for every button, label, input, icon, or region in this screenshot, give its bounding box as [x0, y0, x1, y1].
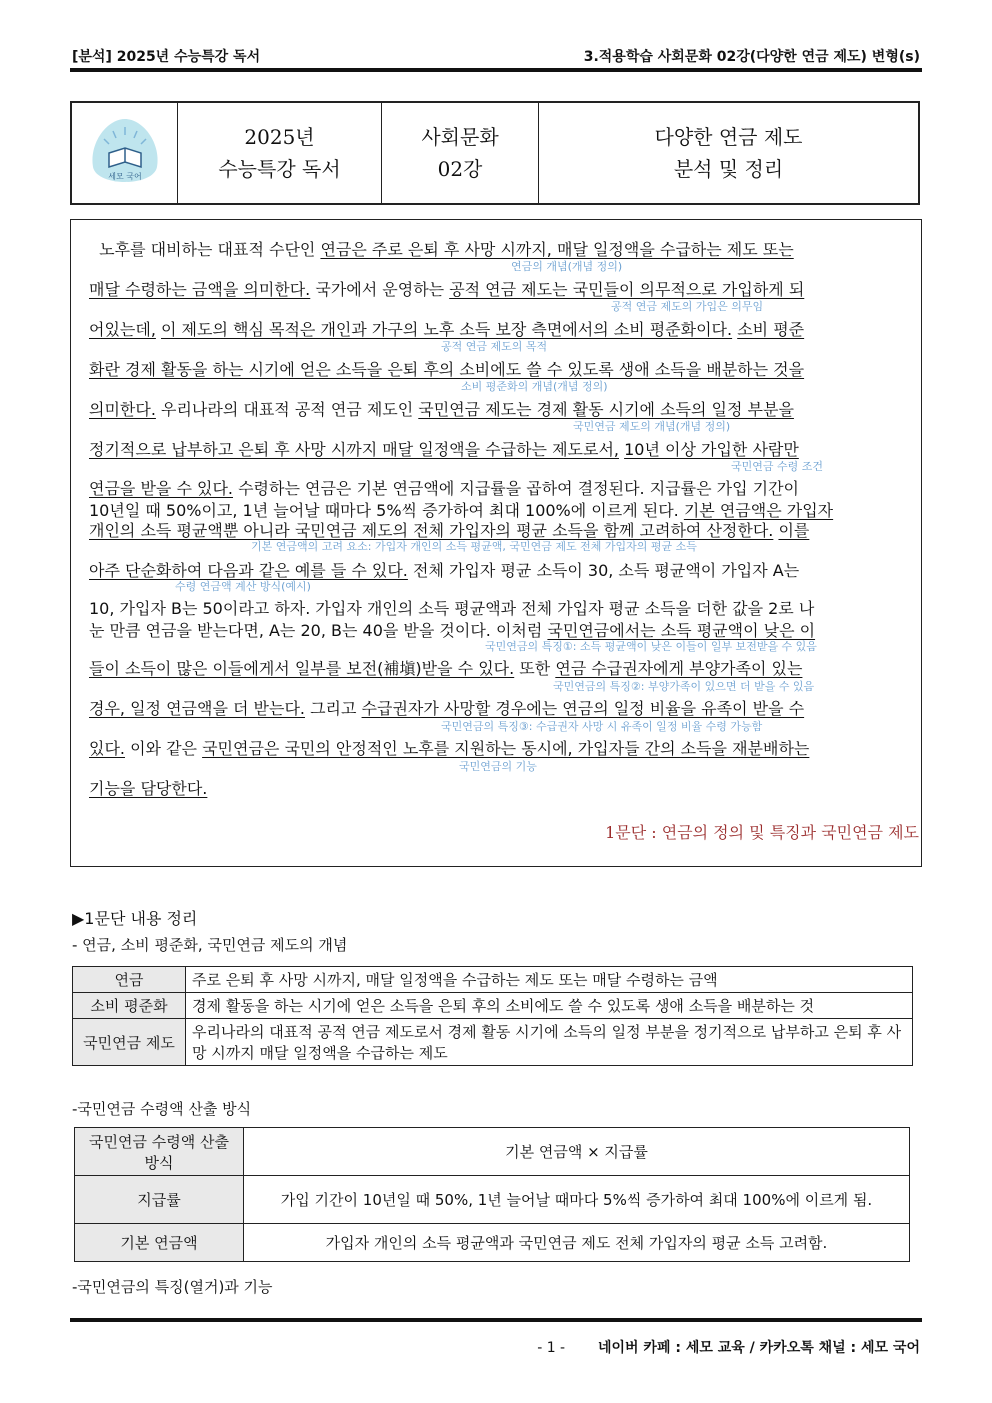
note: 국민연금의 특징②: 부양가족이 있으면 더 받을 수 있음	[553, 680, 815, 693]
top-rule	[70, 68, 922, 72]
summary-sub3: -국민연금의 특징(열거)과 기능	[72, 1278, 273, 1296]
passage-line	[89, 357, 804, 380]
underlined-text: 어있는데,	[89, 320, 156, 339]
table-key: 국민연금 수령액 산출 방식	[75, 1128, 244, 1176]
underlined-text: 이를	[778, 521, 810, 540]
underlined-text: 개인의 소득 평균액뿐 아니라 국민연금 제도의 전체 가입자의 평균 소득을 함께 고려하여 산정한다.	[89, 521, 774, 540]
passage-text: 전체 가입자 평균 소득이 30, 소득 평균액이 가입자 A는	[407, 561, 800, 580]
note: 수령 연금액 계산 방식(예시)	[175, 580, 311, 593]
passage-text: 이와 같은	[125, 739, 203, 758]
passage-line	[89, 696, 804, 719]
underlined-text: 국민연금은 국민의 안정적인 노후를 지원하는 동시에, 가입자들 간의 소득을 재분배하는	[202, 739, 810, 758]
passage-line	[89, 437, 799, 460]
underlined-text: 10년 이상 가입한 사람만	[624, 440, 799, 459]
title-topic-name: 다양한 연금 제도	[654, 125, 803, 149]
title-topic	[539, 103, 918, 203]
passage-line	[89, 776, 207, 799]
passage-line	[89, 277, 804, 300]
summary-sub1: - 연금, 소비 평준화, 국민연금 제도의 개념	[72, 936, 348, 954]
underlined-text: 연금은 주로 은퇴 후 사망 시까지, 매달 일정액을 수급하는 제도 또는	[320, 240, 794, 259]
passage-text: 노후를 대비하는 대표적 수단인	[89, 240, 321, 259]
note: 공적 연금 제도의 목적	[441, 340, 548, 353]
underlined-text: 수급권자가 사망할 경우에는 연금의 일정 비율을 유족이 받을 수	[361, 699, 805, 718]
note: 국민연금의 특징①: 소득 평균액이 낮은 이들이 일부 보전받을 수 있음	[485, 640, 817, 653]
calculation-table	[74, 1127, 910, 1262]
passage-text: 또한	[514, 659, 556, 678]
note: 국민연금의 특징③: 수급권자 사망 시 유족이 일정 비율 수령 가능함	[441, 720, 763, 733]
table-key: 소비 평준화	[73, 993, 186, 1019]
title-unit	[382, 103, 539, 203]
passage-box	[70, 219, 922, 867]
passage-line	[89, 397, 794, 420]
underlined-text: 연금 수급권자에게 부양가족이 있는	[555, 659, 803, 678]
underlined-text: 연금을 받을 수 있다.	[89, 479, 233, 498]
table-key: 국민연금 제도	[73, 1019, 186, 1066]
underlined-text: 기본 연금액은 가입자	[683, 501, 834, 520]
passage-line	[89, 237, 794, 260]
note: 국민연금 제도의 개념(개념 정의)	[573, 420, 731, 433]
table-value: 주로 은퇴 후 사망 시까지, 매달 일정액을 수급하는 제도 또는 매달 수령하는 금액	[186, 967, 913, 993]
underlined-text: 국민연금에서는 소득 평균액이 낮은 이	[547, 621, 816, 640]
passage-text: 수령하는 연금은 기본 연금액에 지급률을 곱하여 결정된다. 지급률은 가입 기간이	[233, 479, 799, 498]
title-lesson: 02강	[437, 157, 483, 181]
paragraph-tag: 1문단 : 연금의 정의 및 특징과 국민연금 제도	[605, 823, 919, 842]
underlined-text: 국민연금 제도는 경제 활동 시기에 소득의 일정 부분을	[418, 400, 794, 419]
definition-table	[72, 966, 913, 1066]
page-number: - 1 -	[537, 1340, 566, 1356]
table-value: 기본 연금액 × 지급률	[244, 1128, 910, 1176]
header-right: 3.적용학습 사회문화 02강(다양한 연금 제도) 변형(s)	[583, 49, 920, 65]
underlined-text: 공적 연금 제도는 국민들이 의무적으로 가입하게 되	[449, 280, 805, 299]
table-row	[73, 967, 913, 993]
passage-line	[89, 736, 809, 759]
table-row	[75, 1176, 910, 1224]
underlined-text: 아주 단순화하여 다음과 같은 예를 들 수 있다.	[89, 561, 408, 580]
table-value: 가입자 개인의 소득 평균액과 국민연금 제도 전체 가입자의 평균 소득 고려함.	[244, 1224, 910, 1262]
underlined-text: 의미한다.	[89, 400, 156, 419]
svg-text:세모 국어: 세모 국어	[107, 172, 142, 181]
book-logo-icon	[85, 113, 165, 193]
underlined-text: 정기적으로 납부하고 은퇴 후 사망 시까지 매달 일정액을 수급하는 제도로서,	[89, 440, 619, 459]
note: 연금의 개념(개념 정의)	[511, 260, 623, 273]
bottom-rule	[70, 1318, 922, 1322]
title-course	[178, 103, 382, 203]
table-value: 가입 기간이 10년일 때 50%, 1년 늘어날 때마다 5%씩 증가하여 최대 100%에 이르게 됨.	[244, 1176, 910, 1224]
note: 공적 연금 제도의 가입은 의무임	[611, 300, 764, 313]
summary-sub2: -국민연금 수령액 산출 방식	[72, 1100, 252, 1118]
title-book: 수능특강 독서	[218, 157, 341, 181]
title-subject: 사회문화	[421, 125, 499, 149]
table-row	[75, 1224, 910, 1262]
table-key: 지급률	[75, 1176, 244, 1224]
underlined-text: 이 제도의 핵심 목적은 개인과 가구의 노후 소득 보장 측면에서의 소비 평준화이다.	[161, 320, 733, 339]
underlined-text: 화란 경제 활동을 하는 시기에 얻은 소득을 은퇴 후의 소비에도 쓸 수 있도록 생애 소득을 배분하는 것을	[89, 360, 805, 379]
title-topic-desc: 분석 및 정리	[673, 157, 784, 181]
underlined-text: 경우, 일정 연금액을 더 받는다.	[89, 699, 305, 718]
underlined-text: 기능을 담당한다.	[89, 779, 208, 798]
passage-text: 10, 가입자 B는 50이라고 하자. 가입자 개인의 소득 평균액과 전체 가입자 평균 소득을 더한 값을 2로 나	[89, 599, 815, 618]
passage-line	[89, 656, 802, 679]
passage-text: 10년일 때 50%이고, 1년 늘어날 때마다 5%씩 증가하여 최대 100%에 이르게 된다.	[89, 501, 684, 520]
table-key: 기본 연금액	[75, 1224, 244, 1262]
summary-heading: ▶1문단 내용 정리	[72, 909, 198, 928]
note: 기본 연금액의 고려 요소: 가입자 개인의 소득 평균액, 국민연금 제도 전체 가입자의 평균 소득	[251, 540, 697, 553]
underlined-text: 매달 수령하는 금액을 의미한다.	[89, 280, 311, 299]
note: 국민연금의 기능	[459, 760, 537, 773]
underlined-text: 소비 평준	[737, 320, 805, 339]
header-left: [분석] 2025년 수능특강 독서	[72, 49, 261, 65]
passage-line	[89, 596, 814, 619]
title-box	[70, 101, 920, 205]
title-year: 2025년	[244, 125, 315, 149]
passage-line	[89, 476, 799, 499]
passage-line	[89, 317, 804, 340]
passage-text: 그리고	[305, 699, 362, 718]
table-row	[73, 993, 913, 1019]
table-key: 연금	[73, 967, 186, 993]
table-row	[73, 1019, 913, 1066]
passage-text: 우리나라의 대표적 공적 연금 제도인	[155, 400, 419, 419]
underlined-text: 들이 소득이 많은 이들에게서 일부를 보전(補塡)받을 수 있다.	[89, 659, 515, 678]
table-value: 우리나라의 대표적 공적 연금 제도로서 경제 활동 시기에 소득의 일정 부분을 정기적으로 납부하고 은퇴 후 사망 시까지 매달 일정액을 수급하는 제도	[186, 1019, 913, 1066]
note: 소비 평준화의 개념(개념 정의)	[461, 380, 608, 393]
note: 국민연금 수령 조건	[731, 460, 824, 473]
footer-text: 네이버 카페 : 세모 교육 / 카카오톡 채널 : 세모 국어	[597, 1340, 920, 1356]
passage-text: 눈 만큼 연금을 받는다면, A는 20, B는 40을 받을 것이다. 이처럼	[89, 621, 548, 640]
footer	[537, 1337, 920, 1357]
passage-text: 국가에서 운영하는	[310, 280, 450, 299]
table-row	[75, 1128, 910, 1176]
underlined-text: 있다.	[89, 739, 125, 758]
logo	[72, 103, 178, 203]
table-value: 경제 활동을 하는 시기에 얻은 소득을 은퇴 후의 소비에도 쓸 수 있도록 생애 소득을 배분하는 것	[186, 993, 913, 1019]
